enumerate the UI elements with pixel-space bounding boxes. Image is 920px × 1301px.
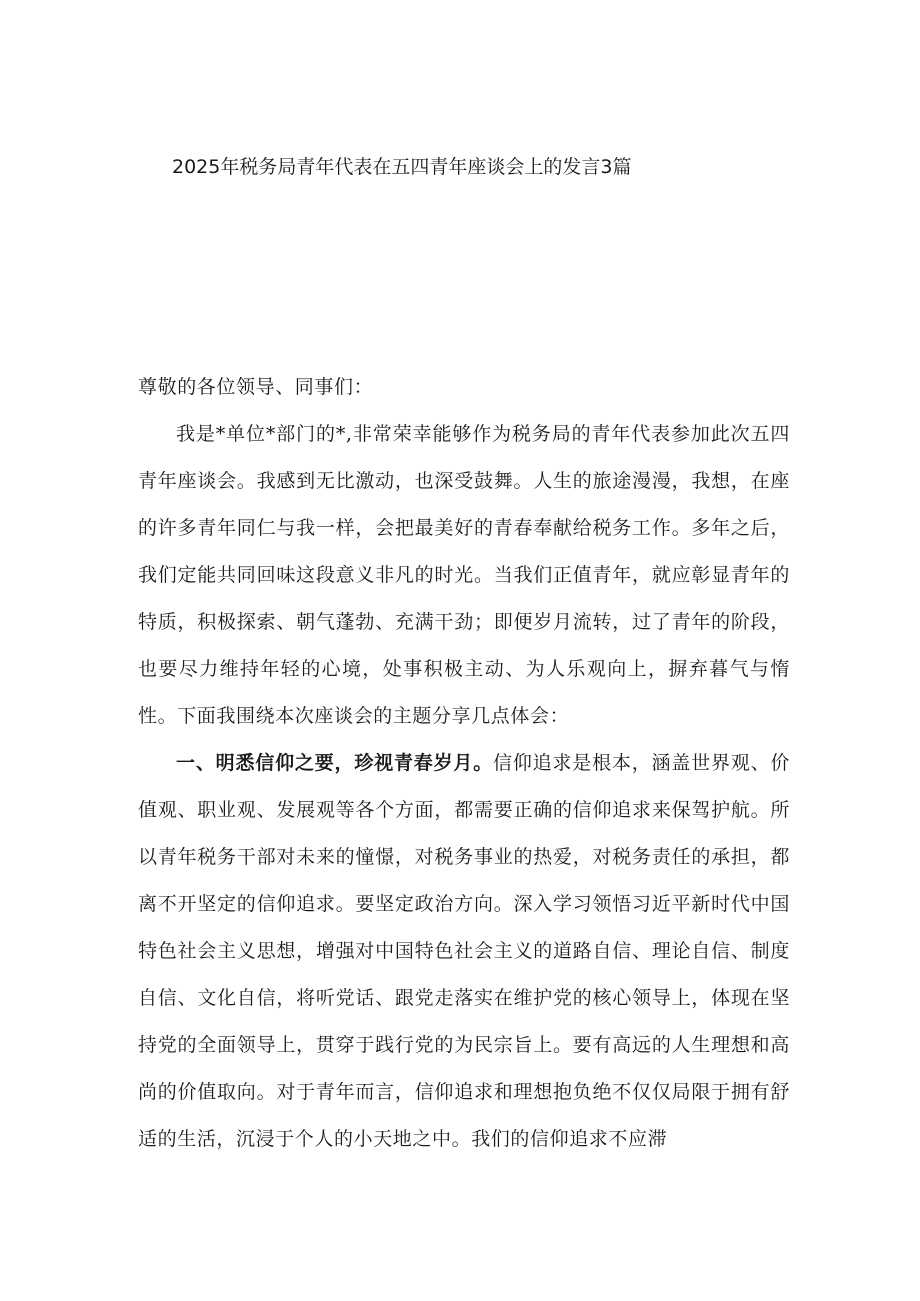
document-title: 2025年税务局青年代表在五四青年座谈会上的发言3篇 bbox=[172, 156, 632, 178]
paragraph-section-one bbox=[138, 740, 790, 1163]
paragraph-text: 我是*单位*部门的*,非常荣幸能够作为税务局的青年代表参加此次五四青年座谈会。我感到无比激动，也深受鼓舞。人生的旅途漫漫，我想，在座的许多青年同仁与我一样，会把最美好的青春奉献给税务工作。多年之后，我们定能共同回味这段意义非凡的时光。当我们正值青年，就应彰显青年的特质，积极探索、朝气蓬勃、充满干劲；即便岁月流转，过了青年的阶段，也要尽力维持年轻的心境，处事积极主动、为人乐观向上，摒弃暮气与惰性。下面我围绕本次座谈会的主题分享几点体会： bbox=[138, 423, 790, 727]
salutation: 尊敬的各位领导、同事们： bbox=[138, 376, 374, 398]
section-heading: 一、明悉信仰之要，珍视青春岁月。 bbox=[176, 752, 494, 774]
paragraph-text: 信仰追求是根本，涵盖世界观、价值观、职业观、发展观等各个方面，都需要正确的信仰追求来保驾护航。所以青年税务干部对未来的憧憬，对税务事业的热爱，对税务责任的承担，都离不开坚定的信仰追求。要坚定政治方向。深入学习领悟习近平新时代中国特色社会主义思想，增强对中国特色社会主义的道路自信、理论自信、制度自信、文化自信，将听党话、跟党走落实在维护党的核心领导上，体现在坚持党的全面领导上，贯穿于践行党的为民宗旨上。要有高远的人生理想和高尚的价值取向。对于青年而言，信仰追求和理想抱负绝不仅仅局限于拥有舒适的生活，沉浸于个人的小天地之中。我们的信仰追求不应滞 bbox=[138, 752, 790, 1150]
paragraph-intro bbox=[138, 411, 790, 740]
document-body bbox=[138, 364, 790, 1163]
